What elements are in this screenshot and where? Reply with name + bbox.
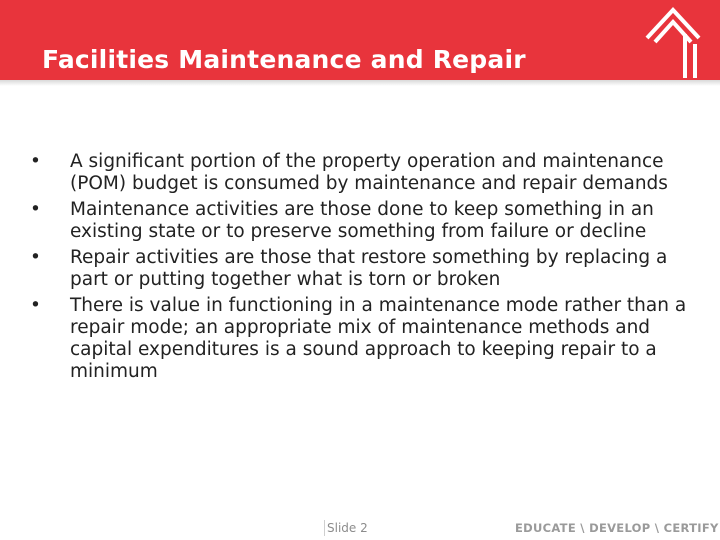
title-bar <box>0 0 720 80</box>
house-roof-logo-icon <box>643 4 703 80</box>
bullet-text: There is value in functioning in a maintenance mode rather than a repair mode; an appropriate mix of maintenance methods and capital expenditures is a sound approach to keeping repair to a minimum <box>70 295 687 382</box>
slide-title: Facilities Maintenance and Repair <box>42 45 526 74</box>
bullet-item <box>30 247 690 291</box>
footer-tagline: EDUCATE \ DEVELOP \ CERTIFY <box>515 521 719 535</box>
bullet-item <box>30 295 690 383</box>
bullet-marker: • <box>30 151 41 172</box>
bullet-marker: • <box>30 295 41 316</box>
bullet-list <box>30 151 690 383</box>
bullet-marker: • <box>30 199 41 220</box>
slide-number: Slide 2 <box>324 520 368 536</box>
bullet-item <box>30 151 690 195</box>
bullet-item <box>30 199 690 243</box>
bullet-text: Repair activities are those that restore something by replacing a part or putting together what is torn or broken <box>70 247 668 290</box>
bullet-text: A significant portion of the property operation and maintenance (POM) budget is consumed by maintenance and repair demands <box>70 151 668 194</box>
bullet-text: Maintenance activities are those done to keep something in an existing state or to preserve something from failure or decline <box>70 199 654 242</box>
title-bar-shadow <box>0 80 720 86</box>
slide-body <box>30 151 690 387</box>
bullet-marker: • <box>30 247 41 268</box>
